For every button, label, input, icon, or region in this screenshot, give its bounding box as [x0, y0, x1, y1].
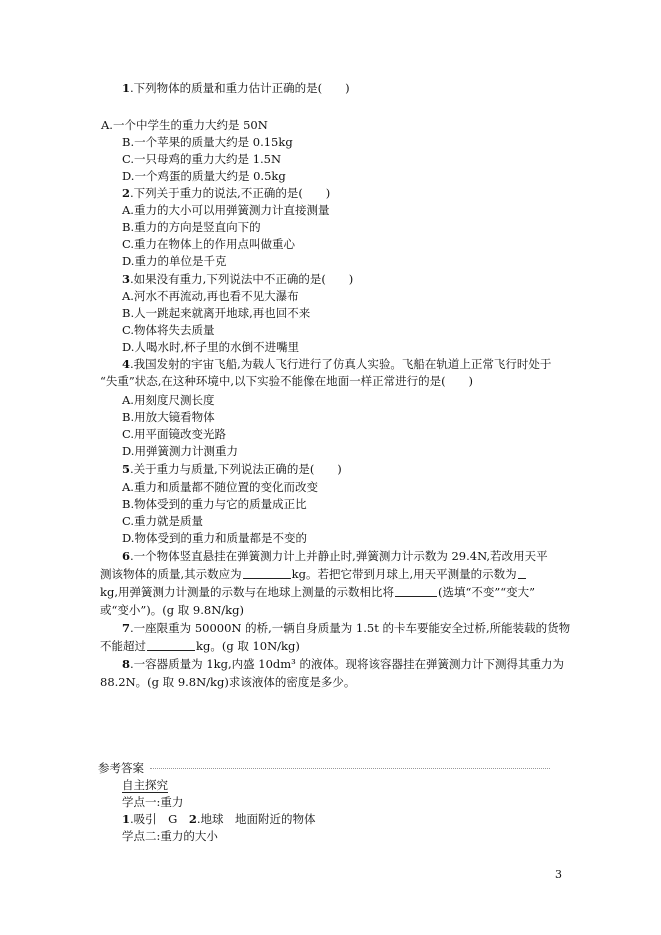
q6-line3: kg,用弹簧测力计测量的示数与在地球上测量的示数相比将 (选填“不变”“变大” — [100, 585, 535, 599]
q2-option-a: A.重力的大小可以用弹簧测力计直接测量 — [122, 203, 330, 217]
q7-blank-cargo[interactable] — [147, 639, 195, 651]
answers-section: 自主探究 — [122, 778, 168, 792]
q2-option-c: C.重力在物体上的作用点叫做重心 — [122, 237, 296, 251]
q7-line1: 7.一座限重为 50000N 的桥,一辆自身质量为 1.5t 的卡车要能安全过桥,所能装载的货物 — [122, 621, 571, 635]
q1-option-b: B.一个苹果的质量大约是 0.15kg — [122, 135, 293, 149]
q3-option-d: D.人喝水时,杯子里的水倒不进嘴里 — [122, 340, 300, 354]
answers-divider — [150, 768, 550, 769]
q3-stem: 3.如果没有重力,下列说法中不正确的是( ) — [122, 272, 354, 286]
q6-line2: 测该物体的质量,其示数应为 kg。若把它带到月球上,用天平测量的示数为 — [100, 566, 527, 582]
q2-stem: 2.下列关于重力的说法,不正确的是( ) — [122, 186, 331, 200]
q1-option-c: C.一只母鸡的重力大约是 1.5N — [122, 152, 282, 166]
q4-stem-line2: “失重”状态,在这种环境中,以下实验不能像在地面一样正常进行的是( ) — [100, 374, 474, 388]
page-number: 3 — [555, 868, 562, 881]
answers-title: 参考答案 — [98, 760, 148, 776]
q4-stem-line1: 4.我国发射的宇宙飞船,为载人飞行进行了仿真人实验。飞船在轨道上正常飞行时处于 — [122, 357, 552, 371]
q3-option-c: C.物体将失去质量 — [122, 323, 215, 337]
q3-option-b: B.人一跳起来就离开地球,再也回不来 — [122, 306, 311, 320]
q4-option-a: A.用刻度尺测长度 — [122, 393, 215, 407]
answers-line1: 1.吸引 G 2.地球 地面附近的物体 — [122, 812, 316, 826]
answers-point2: 学点二:重力的大小 — [122, 829, 218, 843]
q1-option-d: D.一个鸡蛋的质量大约是 0.5kg — [122, 169, 286, 183]
q1-option-a: A.一个中学生的重力大约是 50N — [101, 118, 268, 132]
q7-line2: 不能超过 kg。(g 取 10N/kg) — [100, 639, 300, 653]
q1-stem: 1.下列物体的质量和重力估计正确的是( ) — [122, 81, 350, 95]
q4-option-b: B.用放大镜看物体 — [122, 410, 215, 424]
q5-option-d: D.物体受到的重力和质量都是不变的 — [122, 531, 307, 545]
q2-option-b: B.重力的方向是竖直向下的 — [122, 220, 261, 234]
q2-option-d: D.重力的单位是千克 — [122, 254, 227, 268]
q6-blank-moon-mass[interactable] — [518, 567, 526, 579]
q8-line1: 8.一容器质量为 1kg,内盛 10dm³ 的液体。现将该容器挂在弹簧测力计下测得其重力为 — [122, 657, 564, 671]
q8-line2: 88.2N。(g 取 9.8N/kg)求该液体的密度是多少。 — [100, 675, 356, 689]
answers-header — [98, 760, 550, 776]
q5-option-b: B.物体受到的重力与它的质量成正比 — [122, 497, 307, 511]
q6-line4: 或“变小”)。(g 取 9.8N/kg) — [100, 603, 244, 617]
q5-option-c: C.重力就是质量 — [122, 514, 204, 528]
q3-option-a: A.河水不再流动,再也看不见大瀑布 — [122, 289, 299, 303]
q4-option-c: C.用平面镜改变光路 — [122, 427, 227, 441]
q4-option-d: D.用弹簧测力计测重力 — [122, 444, 238, 458]
answers-point1: 学点一:重力 — [122, 795, 184, 809]
q5-stem: 5.关于重力与质量,下列说法正确的是( ) — [122, 462, 342, 476]
q6-line1: 6.一个物体竖直悬挂在弹簧测力计上并静止时,弹簧测力计示数为 29.4N,若改用天平 — [122, 549, 548, 563]
q6-blank-mass[interactable] — [243, 567, 291, 579]
q5-option-a: A.重力和质量都不随位置的变化而改变 — [122, 480, 318, 494]
q6-blank-change[interactable] — [395, 585, 437, 597]
